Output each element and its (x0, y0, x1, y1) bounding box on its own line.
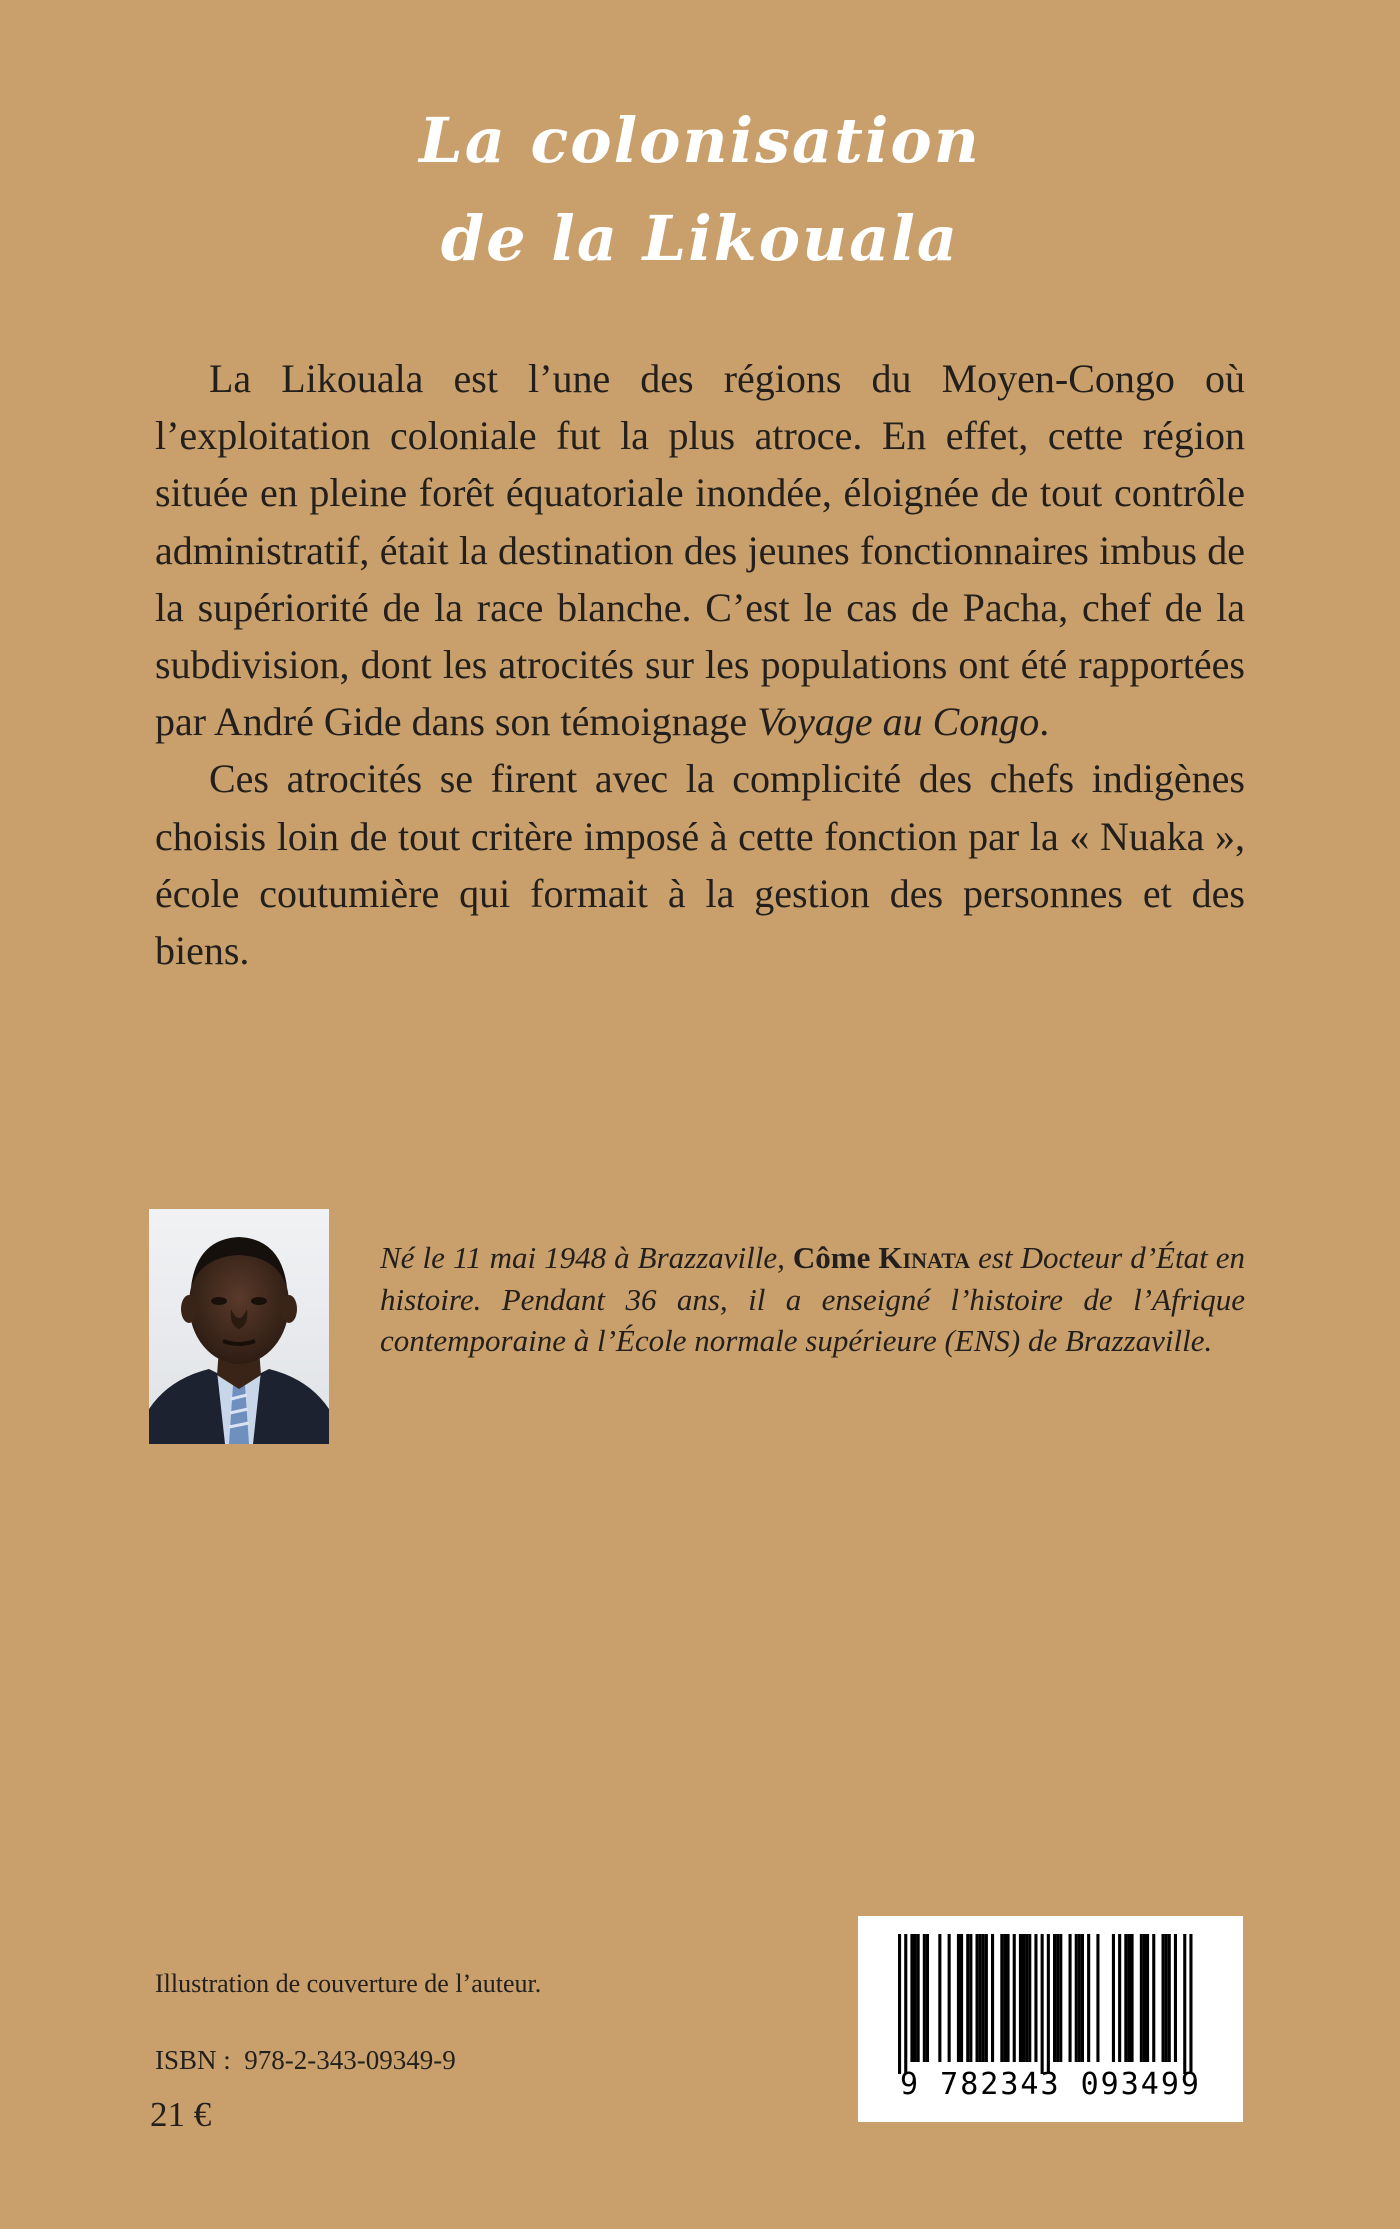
barcode-bar (1140, 1934, 1143, 2062)
barcode-bar (1081, 1934, 1084, 2062)
barcode-bar (910, 1934, 913, 2062)
barcode-bar (960, 1934, 963, 2062)
barcode-bar (1174, 1934, 1177, 2062)
book-title-line-2: de la Likouala (440, 202, 960, 275)
blurb-paragraph-2: Ces atrocités se firent avec la complicité des chefs indigènes choisis loin de tout critère imposé à cette fonction par la « Nuaka », école coutumière qui formait à la gestion des personnes et des biens. (155, 756, 1245, 974)
barcode-bar (1162, 1934, 1165, 2062)
barcode-bar (985, 1934, 988, 2062)
barcode-bar (1189, 1934, 1192, 2074)
book-reference-title: Voyage au Congo (757, 699, 1040, 745)
blurb-paragraph-1 (155, 350, 1245, 750)
barcode-bar (957, 1934, 960, 2062)
barcode (858, 1916, 1243, 2122)
barcode-bar (1127, 1934, 1130, 2062)
book-title-line-1: La colonisation (419, 104, 981, 177)
book-title (300, 92, 1100, 288)
author-name (793, 1240, 970, 1275)
barcode-bar (1118, 1934, 1121, 2062)
barcode-bar (991, 1934, 994, 2062)
barcode-digits: 9 782343 093499 (900, 2067, 1201, 2102)
cover-illustration-credit: Illustration de couverture de l’auteur. (155, 1969, 542, 1998)
barcode-bar (966, 1934, 969, 2062)
blurb-paragraph-1-text: La Likouala est l’une des régions du Moyen-Congo où l’exploitation coloniale fut la plus atroce. En effet, cette région située en pleine forêt équatoriale inondée, éloignée de tout contrôle administratif, était la destination des jeunes fonctionnaires imbus de la supériorité de la race blanche. C’est le cas de Pacha, chef de la subdivision, dont les atrocités sur les populations ont été rapportées par André Gide dans son témoignage (155, 356, 1245, 745)
author-portrait-image (149, 1209, 329, 1444)
author-photo (149, 1209, 329, 1444)
barcode-bar (926, 1934, 929, 2062)
isbn: ISBN : 978-2-343-09349-9 (155, 2045, 456, 2075)
barcode-bar (1028, 1934, 1031, 2062)
barcode-bar (1078, 1934, 1081, 2062)
barcode-bar (1183, 1934, 1186, 2074)
barcode-bar (1165, 1934, 1168, 2062)
author-bio-intro: Né le 11 mai 1948 à Brazzaville, (380, 1240, 793, 1275)
barcode-bar (982, 1934, 985, 2062)
blurb-paragraph-1-end: . (1039, 699, 1050, 745)
barcode-bar (904, 1934, 907, 2074)
barcode-bar (976, 1934, 979, 2062)
barcode-bar (1053, 1934, 1056, 2062)
barcode-bar (1019, 1934, 1022, 2062)
barcode-bar (1022, 1934, 1025, 2062)
barcode-bar (898, 1934, 901, 2074)
barcode-bar (1056, 1934, 1059, 2062)
barcode-bar (1168, 1934, 1171, 2062)
barcode-bar (914, 1934, 917, 2062)
barcode-bar (1025, 1934, 1028, 2062)
barcode-bar (1007, 1934, 1010, 2062)
barcode-bar (1013, 1934, 1016, 2062)
barcode-bar (1047, 1934, 1050, 2074)
author-bio-text: est Docteur d’État en histoire. Pendant 36 ans, il a enseigné l’histoire de l’Afrique contemporaine à l’École normale supérieure (ENS) de Brazzaville. (380, 1240, 1245, 1358)
author-lastname: Kinata (878, 1240, 971, 1275)
barcode-bar (1124, 1934, 1127, 2062)
price: 21 € (150, 2095, 212, 2134)
barcode-bar (1003, 1934, 1006, 2062)
barcode-bar (1059, 1934, 1062, 2062)
barcode-bar (1069, 1934, 1072, 2062)
barcode-bar (1041, 1934, 1044, 2074)
barcode-bar (923, 1934, 926, 2062)
barcode-bar (1112, 1934, 1115, 2062)
barcode-bar (979, 1934, 982, 2062)
barcode-bar (1152, 1934, 1155, 2062)
author-bio (380, 1237, 1245, 1362)
barcode-bar (938, 1934, 941, 2062)
barcode-bar (1096, 1934, 1099, 2062)
barcode-bar (917, 1934, 920, 2062)
book-blurb (155, 350, 1245, 979)
barcode-bar (948, 1934, 951, 2062)
barcode-bar (1146, 1934, 1149, 2062)
barcode-bar (1034, 1934, 1037, 2062)
barcode-bar (969, 1934, 972, 2062)
barcode-bar (1000, 1934, 1003, 2062)
barcode-bar (1143, 1934, 1146, 2062)
author-firstname: Côme (792, 1240, 879, 1275)
barcode-bar (1131, 1934, 1134, 2062)
barcode-bar (1087, 1934, 1090, 2062)
barcode-bar (1075, 1934, 1078, 2062)
